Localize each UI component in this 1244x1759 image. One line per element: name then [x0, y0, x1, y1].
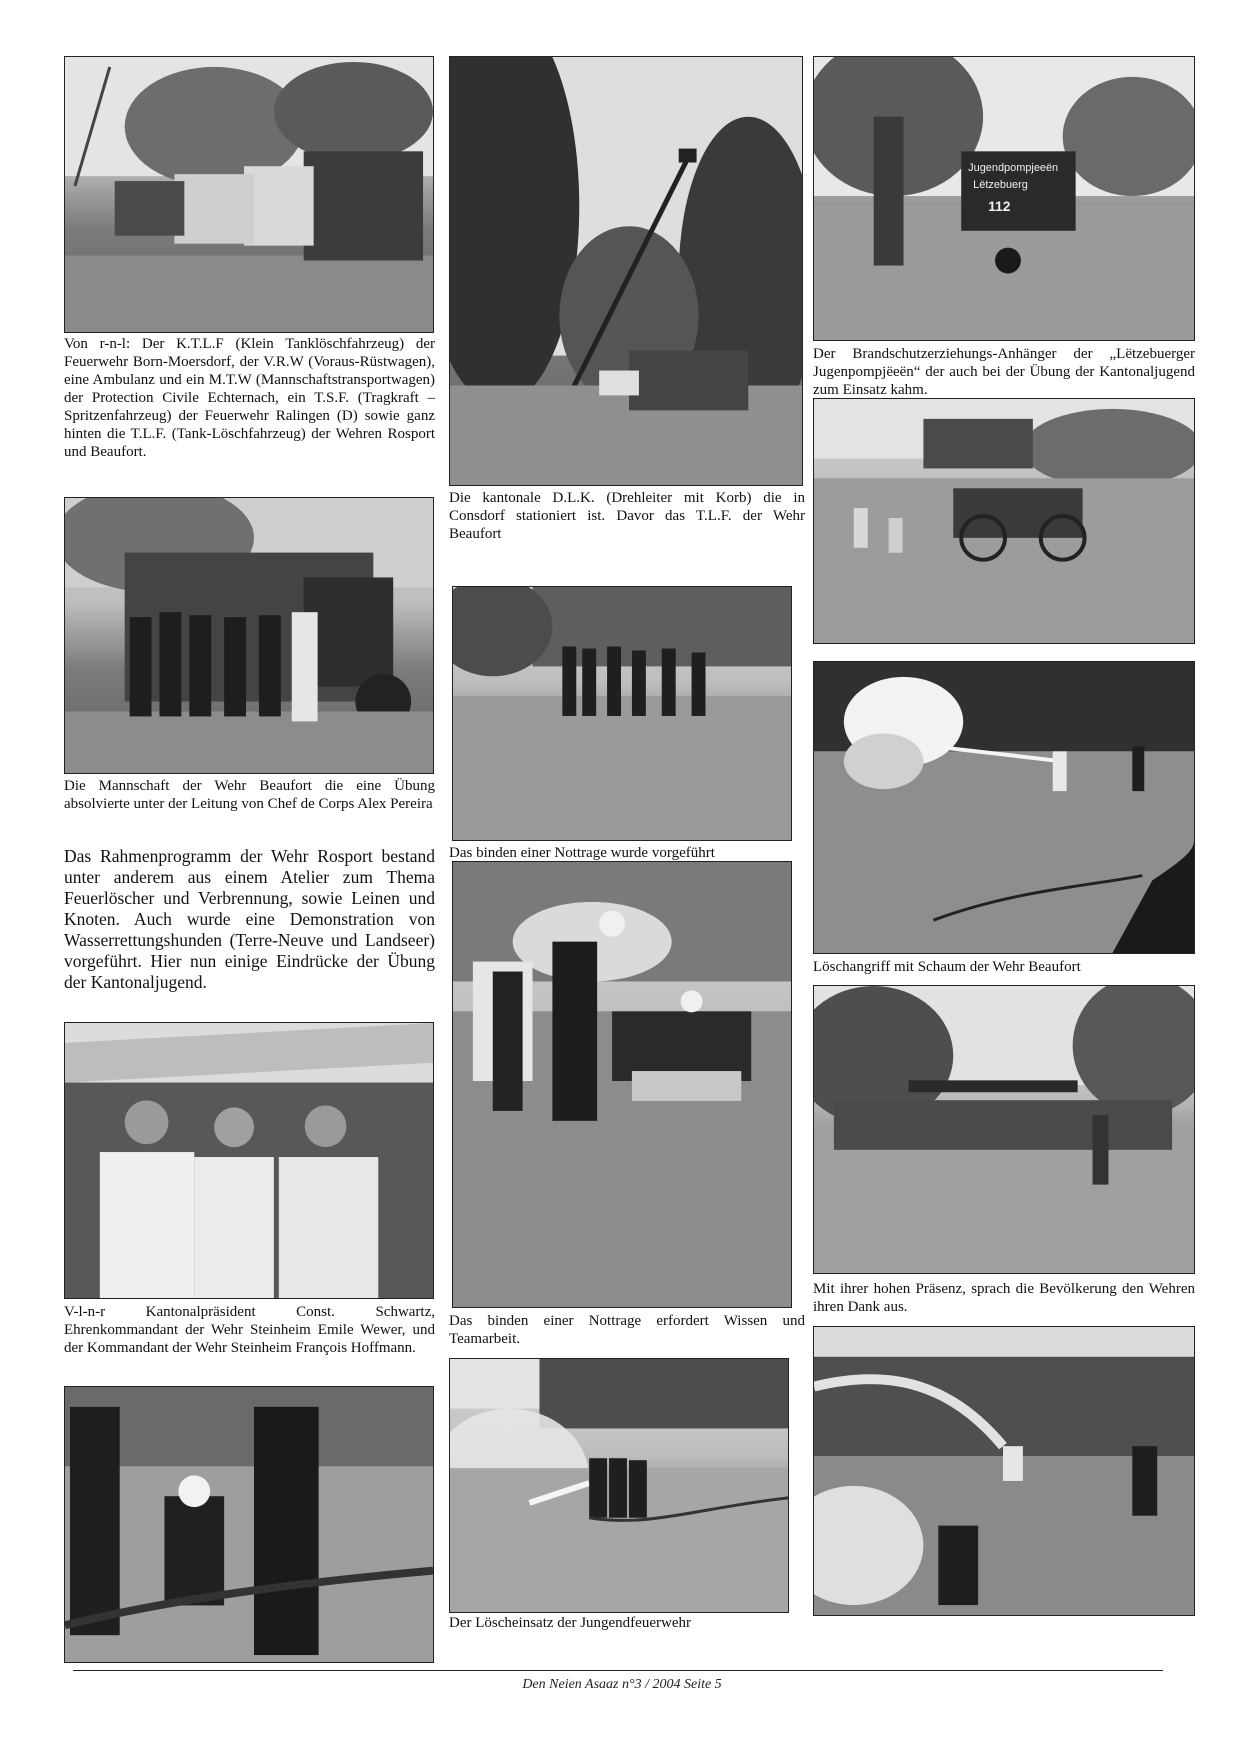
photo-turntable-ladder	[449, 56, 803, 486]
caption-ladder: Die kantonale D.L.K. (Drehleiter mit Korb) die in Consdorf stationiert ist. Davor das T.L.F. der Wehr Beaufort	[449, 490, 805, 542]
trailer-sign-line1: Jugendpompjeeën	[968, 162, 1059, 175]
trailer-sign-line2: Lëtzebuerg	[973, 179, 1028, 192]
photo-foam-attack	[813, 661, 1195, 954]
photo-vehicles-lineup	[64, 56, 434, 333]
trailer-sign-line3: 112	[988, 197, 1011, 214]
photo-hand-cart-pump	[813, 398, 1195, 644]
caption-crowd: Mit ihrer hohen Präsenz, sprach die Bevölkerung den Wehren ihren Dank aus.	[813, 1281, 1195, 1315]
article-body: Das Rahmenprogramm der Wehr Rosport bestand unter anderem aus einem Atelier zum Thema Feuerlöscher und Verbrennung, sowie Leinen und Knoten. Auch wurde eine Demonstration von Wasserrettungshunden (Terre-Neuve und Landseer) vorgeführt. Hier nun einige Eindrücke der Übung der Kantonaljugend.	[64, 846, 435, 992]
caption-team: Die Mannschaft der Wehr Beaufort die eine Übung absolvierte unter der Leitung von Chef de Corps Alex Pereira	[64, 778, 435, 812]
caption-youth: Der Löscheinsatz der Jungendfeuerwehr	[449, 1615, 691, 1631]
caption-foam: Löschangriff mit Schaum der Wehr Beaufort	[813, 959, 1081, 975]
footer-divider	[73, 1670, 1163, 1671]
photo-water-jets	[813, 1326, 1195, 1616]
photo-stretcher-demo	[452, 586, 792, 841]
photo-youth-firefighting	[449, 1358, 789, 1613]
caption-commanders: V-l-n-r Kantonalpräsident Const. Schwartz, Ehrenkommandant der Wehr Steinheim Emile Wewer, und der Kommandant der Wehr Steinheim François Hoffmann.	[64, 1304, 435, 1356]
caption-vehicles: Von r-n-l: Der K.T.L.F (Klein Tanklöschfahrzeug) der Feuerwehr Born-Moersdorf, der V.R.W (Voraus-Rüstwagen), eine Ambulanz und ein M.T.W (Mannschaftstransportwagen) der Protection Civile Echternach, ein T.S.F. (Tragkraft – Spritzenfahrzeug) der Feuerwehr Ralingen (D) sowie ganz hinten die T.L.F. (Tank-Löschfahrzeug) der Wehren Rosport und Beaufort.	[64, 336, 435, 460]
caption-stretcher-1: Das binden einer Nottrage wurde vorgeführt	[449, 845, 715, 861]
caption-stretcher-2: Das binden einer Nottrage erfordert Wissen und Teamarbeit.	[449, 1313, 805, 1347]
photo-three-commanders	[64, 1022, 434, 1299]
photo-trailer-jugendpompjeeen	[813, 56, 1195, 341]
caption-trailer: Der Brandschutzerziehungs-Anhänger der „Lëtzebuerger Jugenpompjëeën“ der auch bei der Übung der Kantonaljugend zum Einsatz kahm.	[813, 346, 1195, 398]
page-footer: Den Neien Asaaz n°3 / 2004 Seite 5	[522, 1677, 722, 1692]
photo-hose-connection	[64, 1386, 434, 1663]
photo-stretcher-teamwork	[452, 861, 792, 1308]
photo-team-beaufort	[64, 497, 434, 774]
photo-public-crowd	[813, 985, 1195, 1274]
